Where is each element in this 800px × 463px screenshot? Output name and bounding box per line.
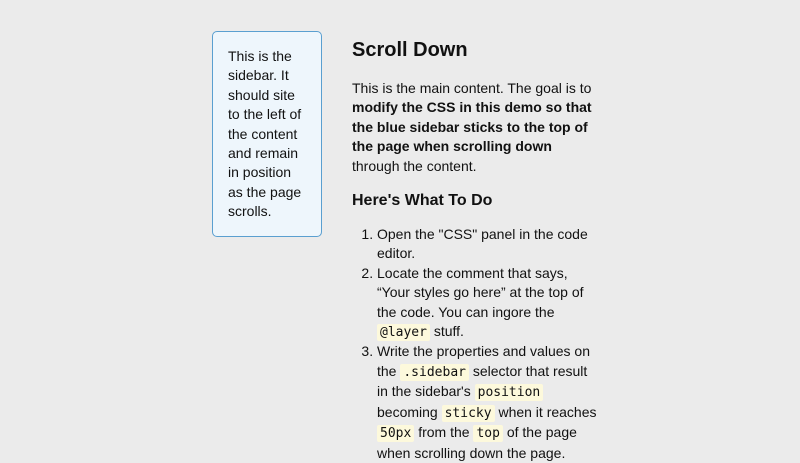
section-heading: Here's What To Do	[352, 192, 493, 210]
code-position: position	[475, 384, 544, 401]
step-3-text-6: of the page when scrolling down the page.	[377, 424, 577, 461]
page-title: Scroll Down	[352, 39, 468, 61]
step-3	[377, 342, 597, 462]
step-1	[377, 225, 597, 264]
intro-text-bold: modify the CSS in this demo so that the blue sidebar sticks to the top of the page when scrolling down	[352, 99, 592, 155]
intro-paragraph	[352, 79, 597, 176]
code-sticky: sticky	[442, 405, 495, 422]
step-3-text-1: Write the properties and values on the	[377, 343, 590, 379]
step-3-text-2: selector that result in the sidebar's	[377, 362, 588, 400]
step-3-text-3: becoming	[377, 403, 442, 420]
sidebar-text: This is the sidebar. It should site to the left of the content and remain in position as the page scrolls.	[228, 48, 302, 220]
steps-list	[352, 225, 597, 463]
sidebar	[212, 31, 322, 237]
code-top: top	[473, 425, 502, 442]
intro-text-before: This is the main content. The goal is to	[352, 80, 592, 96]
step-2	[377, 264, 597, 343]
step-2-text-1: Locate the comment that says, “Your styles go here” at the top of the code. You can ingore the	[377, 264, 584, 320]
code-layer: @layer	[377, 324, 430, 341]
step-1-text: Open the "CSS" panel in the code editor.	[377, 226, 588, 262]
intro-text-after: through the content.	[352, 157, 477, 174]
code-50px: 50px	[377, 425, 414, 442]
step-3-text-5: from the	[414, 424, 474, 441]
step-2-text-2: stuff.	[429, 323, 464, 340]
step-3-text-4: when it reaches	[494, 403, 597, 420]
main-content	[352, 38, 597, 463]
code-sidebar-selector: .sidebar	[400, 364, 469, 381]
